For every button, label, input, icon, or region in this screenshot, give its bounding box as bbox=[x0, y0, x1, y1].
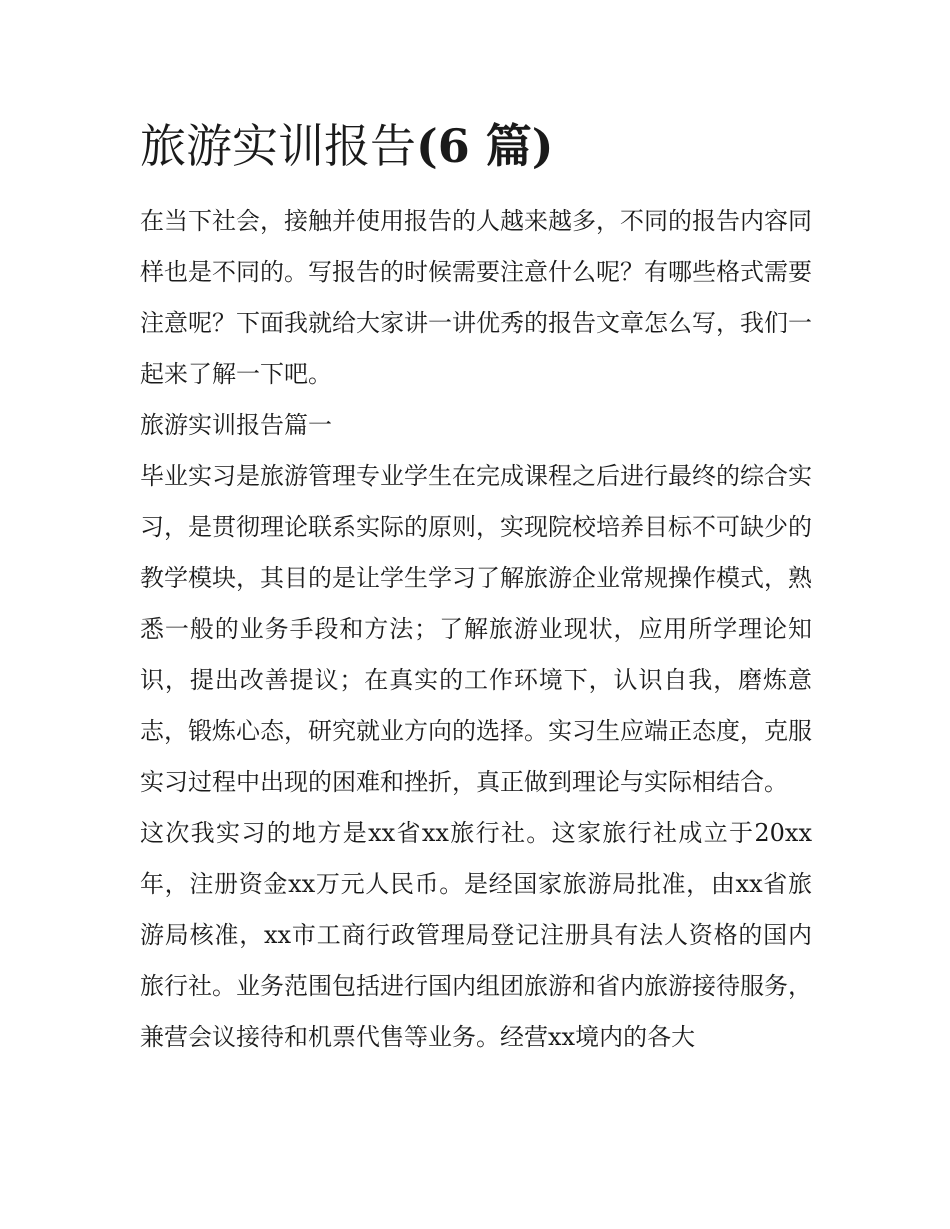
document-body bbox=[140, 112, 812, 1063]
title-suffix: (6 篇) bbox=[416, 119, 554, 173]
title-main: 旅游实训报告 bbox=[140, 119, 416, 173]
body-paragraph-2: 这次我实习的地方是xx省xx旅行社。这家旅行社成立于20xx年，注册资金xx万元人民币。是经国家旅游局批准，由xx省旅游局核准，xx市工商行政管理局登记注册具有法人资格的国内旅行社。业务范围包括进行国内组团旅游和省内旅游接待服务，兼营会议接待和机票代售等业务。经营xx境内的各大 bbox=[140, 819, 812, 1051]
body-paragraph-1: 毕业实习是旅游管理专业学生在完成课程之后进行最终的综合实习，是贯彻理论联系实际的原则，实现院校培养目标不可缺少的教学模块，其目的是让学生学习了解旅游企业常规操作模式，熟悉一般的业务手段和方法；了解旅游业现状，应用所学理论知识，提出改善提议；在真实的工作环境下，认识自我，磨炼意志，锻炼心态，研究就业方向的选择。实习生应端正态度，克服实习过程中出现的困难和挫折，真正做到理论与实际相结合。 bbox=[140, 462, 812, 796]
section-heading: 旅游实训报告篇一 bbox=[140, 411, 332, 439]
document-title bbox=[140, 112, 812, 180]
intro-paragraph: 在当下社会，接触并使用报告的人越来越多，不同的报告内容同样也是不同的。写报告的时候需要注意什么呢？有哪些格式需要注意呢？下面我就给大家讲一讲优秀的报告文章怎么写，我们一起来了解一下吧。 bbox=[140, 207, 812, 388]
